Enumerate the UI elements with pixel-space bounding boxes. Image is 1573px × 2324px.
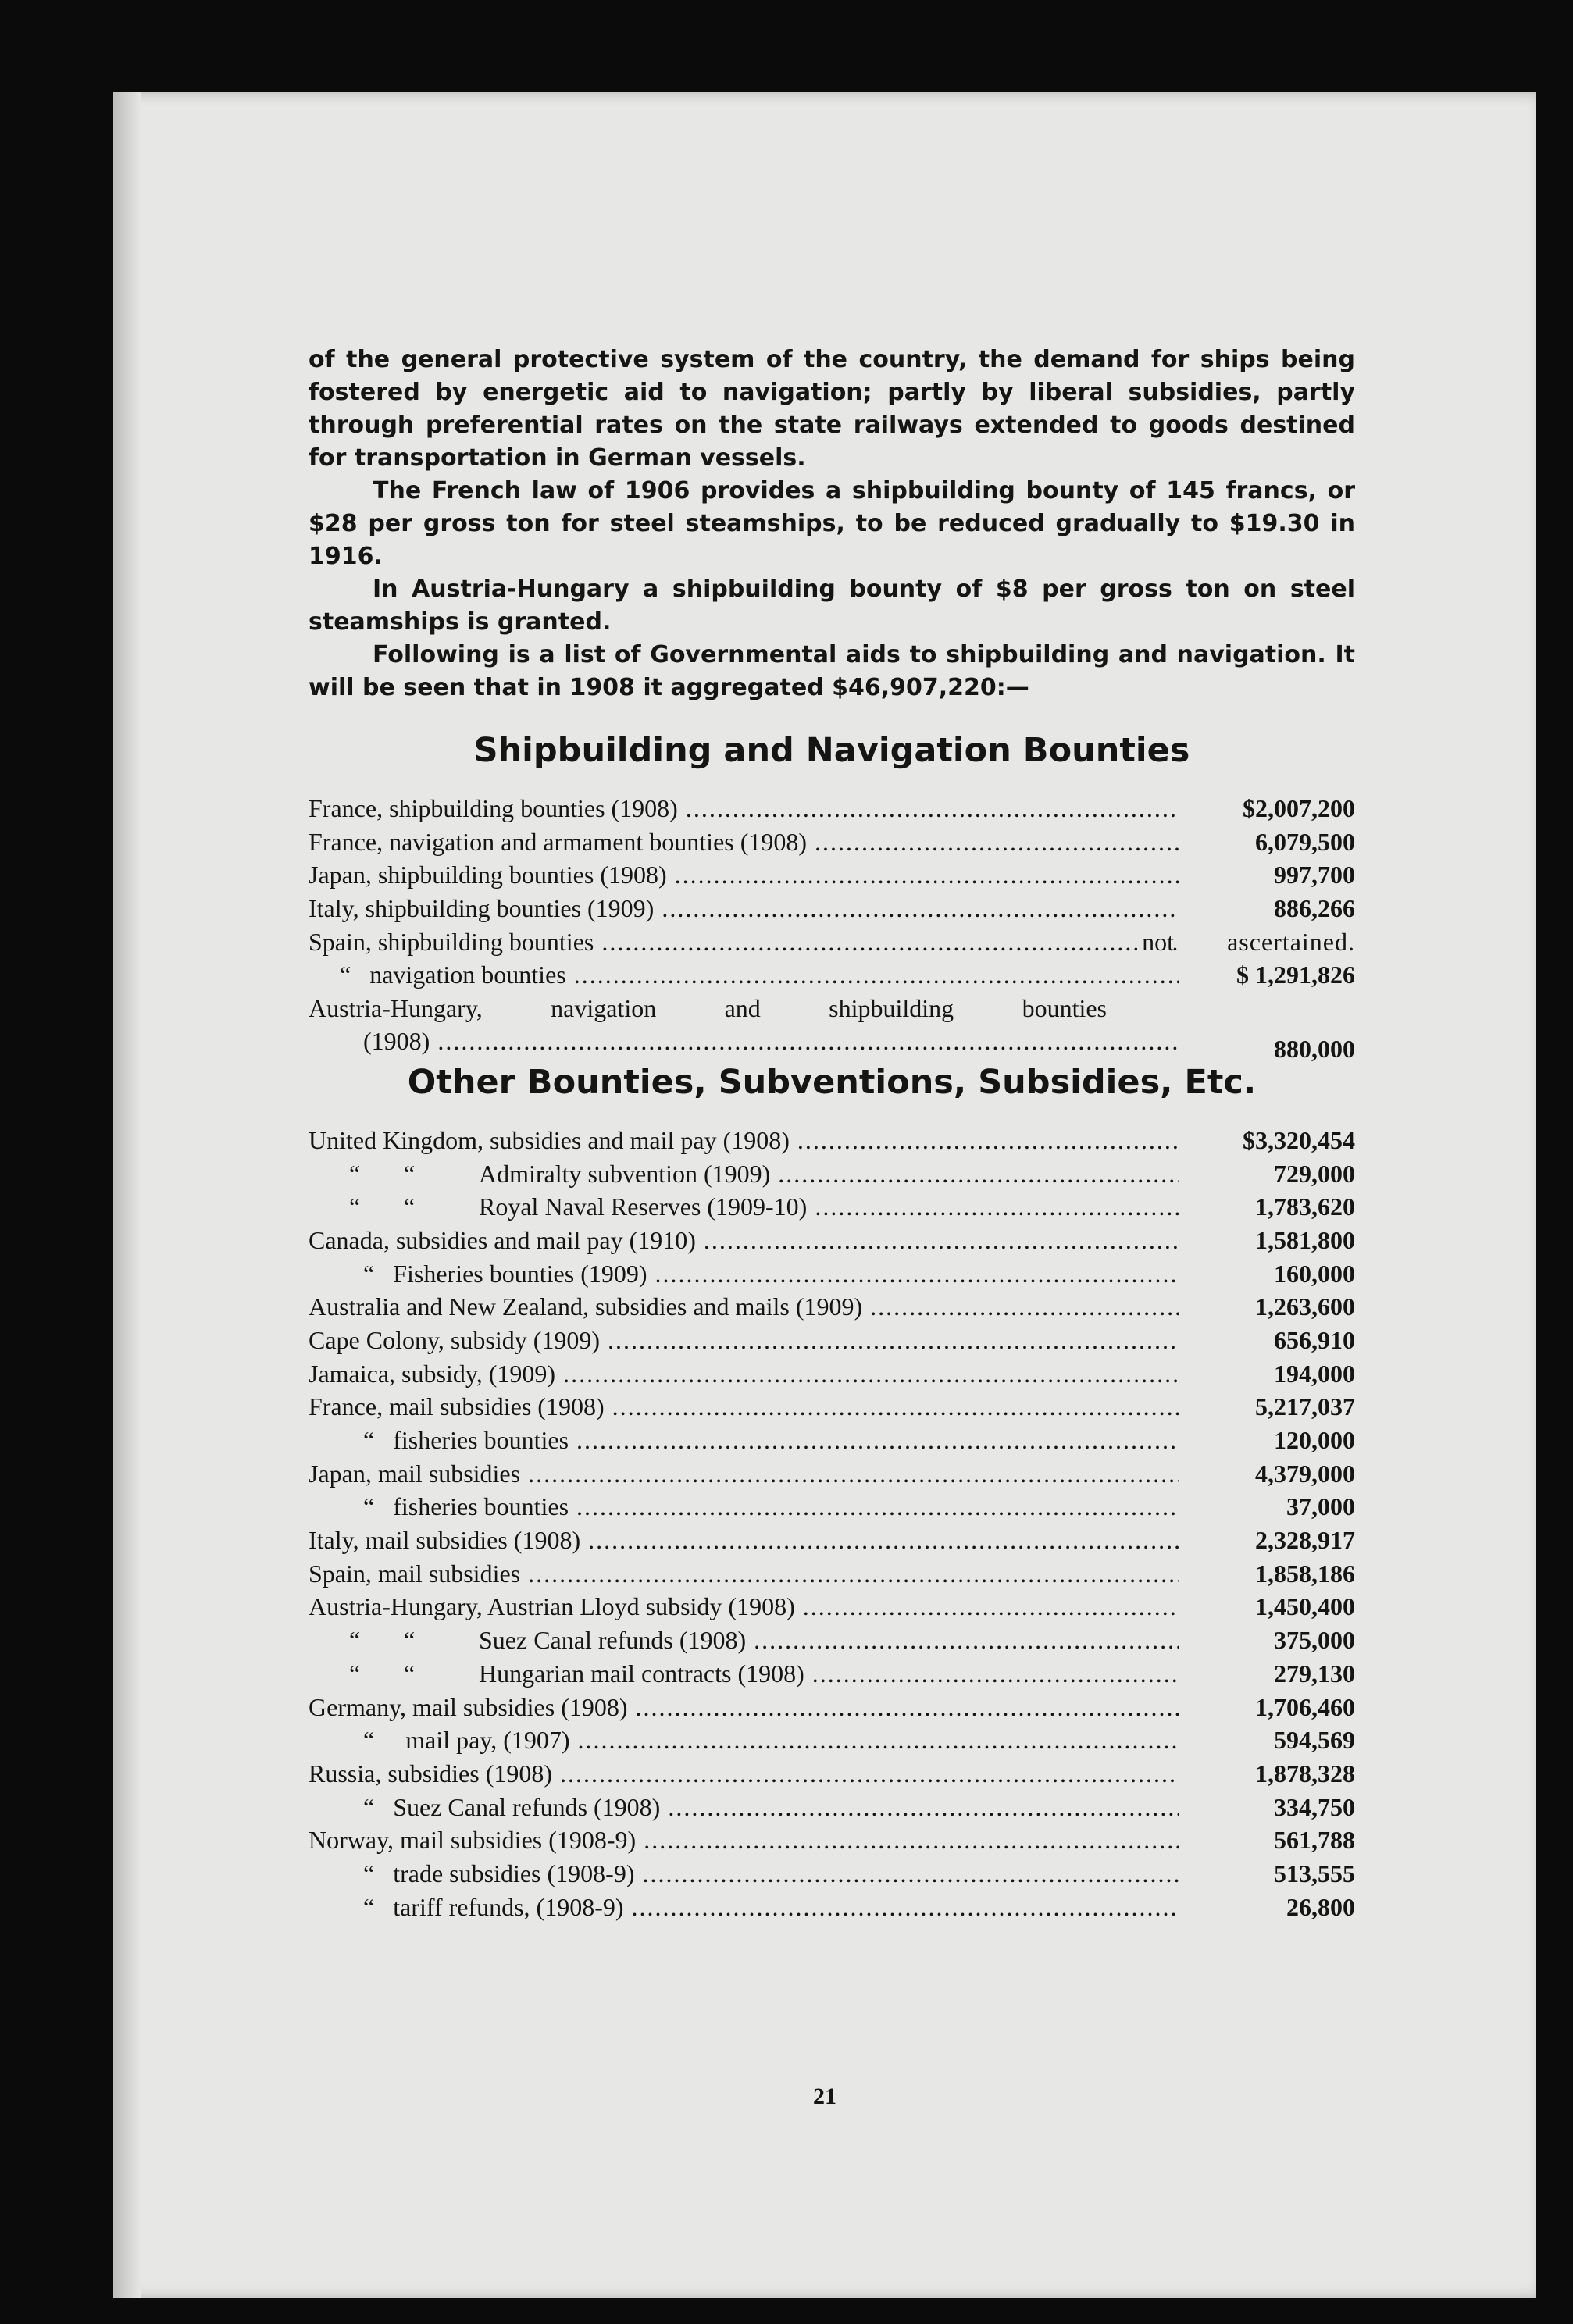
ditto-mark: “ <box>349 1159 361 1188</box>
table-row <box>309 1490 1355 1524</box>
table-row <box>309 1891 1355 1924</box>
row-label <box>309 1857 1179 1891</box>
row-label: Italy, mail subsidies (1908) ..... <box>309 1524 1179 1557</box>
table-row <box>309 1257 1355 1291</box>
row-label <box>309 1791 1179 1824</box>
row-amount: 997,700 <box>1274 861 1355 889</box>
row-label: Germany, mail subsidies (1908) ..... <box>309 1691 1179 1724</box>
row-amount: 26,800 <box>1286 1892 1355 1921</box>
intro-paragraph-1: of the general protective system of the country, the demand for ships being fostered by energetic aid to navigation; partly by liberal subsidies, partly through preferential rates on the state railways extended to goods destined for transportation in German vessels. <box>309 346 1355 472</box>
row-label: Russia, subsidies (1908) ..... <box>309 1757 1179 1791</box>
shipbuilding-table <box>309 792 1355 1064</box>
row-label: Italy, shipbuilding bounties (1909) ..... <box>309 892 1179 925</box>
intro-paragraph-4: Following is a list of Governmental aids to shipbuilding and navigation. It will be seen that in 1908 it aggregated $46,907,220:— <box>309 641 1355 701</box>
row-amount: 120,000 <box>1274 1426 1355 1454</box>
table-row <box>309 1457 1355 1491</box>
row-amount: 4,379,000 <box>1255 1459 1355 1488</box>
row-label: Cape Colony, subsidy (1909) ..... <box>309 1324 1179 1357</box>
table-row <box>309 1025 1355 1064</box>
row-amount: 1,783,620 <box>1255 1192 1355 1221</box>
table-row <box>309 1357 1355 1391</box>
row-label: Norway, mail subsidies (1908-9) ..... <box>309 1823 1179 1857</box>
row-label: United Kingdom, subsidies and mail pay (1908) ..... <box>309 1124 1179 1157</box>
row-label-text: Spain, shipbuilding bounties <box>309 927 594 956</box>
ditto-mark: “ <box>349 1192 361 1221</box>
row-label-text: navigation bounties <box>369 961 566 989</box>
table-row <box>309 1624 1355 1657</box>
row-label-text: trade subsidies (1908-9) <box>393 1859 635 1887</box>
table-row <box>309 1124 1355 1157</box>
table-row <box>309 892 1355 925</box>
row-amount: 2,328,917 <box>1255 1526 1355 1555</box>
table-row <box>309 1823 1355 1857</box>
table-row <box>309 1791 1355 1824</box>
row-label-text: Suez Canal refunds (1908) <box>393 1792 661 1821</box>
page-number: 21 <box>813 2083 836 2109</box>
row-label <box>309 1657 1179 1691</box>
row-label <box>309 1490 1179 1524</box>
row-amount: $ 1,291,826 <box>1236 961 1355 989</box>
table-row <box>309 1657 1355 1691</box>
row-amount: $3,320,454 <box>1243 1125 1355 1154</box>
table-row <box>309 1757 1355 1791</box>
row-label: Spain, mail subsidies ..... <box>309 1557 1179 1591</box>
table-row <box>309 1157 1355 1191</box>
row-amount: 1,581,800 <box>1255 1225 1355 1254</box>
row-amount: 1,858,186 <box>1255 1559 1355 1588</box>
ditto-mark: “ <box>363 1859 375 1887</box>
ditto-mark: “ <box>363 1426 375 1454</box>
row-label-text: tariff refunds, (1908-9) <box>393 1892 624 1921</box>
ditto-mark: “ <box>404 1159 416 1188</box>
row-amount: $2,007,200 <box>1243 794 1355 822</box>
ditto-mark: “ <box>363 1492 375 1521</box>
other-bounties-table <box>309 1124 1355 1924</box>
book-page <box>113 92 1536 2298</box>
row-label <box>309 1190 1179 1224</box>
table-row <box>309 1723 1355 1757</box>
section-heading-shipbuilding: Shipbuilding and Navigation Bounties <box>473 731 1190 770</box>
row-label: (1908) ..... <box>309 1025 1179 1058</box>
ditto-mark: “ <box>349 1659 361 1688</box>
section-heading-other-bounties: Other Bounties, Subventions, Subsidies, Etc. <box>407 1062 1257 1102</box>
row-amount: 37,000 <box>1286 1492 1355 1521</box>
row-amount: 334,750 <box>1274 1792 1355 1821</box>
table-row <box>309 1190 1355 1224</box>
row-amount: 594,569 <box>1274 1726 1355 1755</box>
row-amount: 375,000 <box>1274 1626 1355 1655</box>
page-gutter <box>113 92 141 2298</box>
row-label <box>309 1891 1179 1924</box>
table-row <box>309 858 1355 892</box>
row-label-text: Royal Naval Reserves (1909-10) <box>479 1192 808 1221</box>
table-row <box>309 1524 1355 1557</box>
row-amount: ascertained. <box>1227 927 1355 956</box>
row-label <box>309 1157 1179 1191</box>
table-row <box>309 1424 1355 1457</box>
table-row <box>309 1590 1355 1624</box>
page-content <box>309 344 1355 1923</box>
table-row <box>309 792 1355 825</box>
table-row <box>309 1290 1355 1324</box>
row-label: France, mail subsidies (1908) ..... <box>309 1390 1179 1424</box>
ditto-mark: “ <box>363 1259 375 1288</box>
ditto-mark: “ <box>363 1892 375 1921</box>
row-note: not <box>1137 925 1174 959</box>
row-amount: 513,555 <box>1274 1859 1355 1887</box>
row-amount: 1,450,400 <box>1255 1592 1355 1621</box>
row-label-text: mail pay, (1907) <box>405 1726 570 1755</box>
ditto-mark: “ <box>404 1659 416 1688</box>
row-label: France, navigation and armament bounties (1908) ..... <box>309 825 1179 859</box>
ditto-mark: “ <box>349 1626 361 1655</box>
row-label: France, shipbuilding bounties (1908) ..... <box>309 792 1179 825</box>
row-amount: 886,266 <box>1274 894 1355 923</box>
ditto-mark: “ <box>340 961 351 989</box>
table-row <box>309 1857 1355 1891</box>
row-label-text: Hungarian mail contracts (1908) <box>479 1659 804 1688</box>
row-amount: 656,910 <box>1274 1325 1355 1354</box>
row-label <box>309 925 1179 959</box>
row-label: Japan, shipbuilding bounties (1908) ..... <box>309 858 1179 892</box>
table-row <box>309 1557 1355 1591</box>
row-label <box>309 1424 1179 1457</box>
row-label: Austria-Hungary, Austrian Lloyd subsidy (1908) ..... <box>309 1590 1179 1624</box>
row-amount: 279,130 <box>1274 1659 1355 1688</box>
row-label-text: Suez Canal refunds (1908) <box>479 1626 747 1655</box>
row-label: Canada, subsidies and mail pay (1910) ..... <box>309 1224 1179 1257</box>
table-row <box>309 825 1355 859</box>
row-label-text: fisheries bounties <box>393 1426 569 1454</box>
table-row <box>309 1390 1355 1424</box>
row-amount: 1,706,460 <box>1255 1692 1355 1721</box>
row-amount: 5,217,037 <box>1255 1392 1355 1421</box>
row-label-text: Admiralty subvention (1909) <box>479 1159 771 1188</box>
row-amount: 160,000 <box>1274 1259 1355 1288</box>
ditto-mark: “ <box>363 1792 375 1821</box>
row-amount: 1,263,600 <box>1255 1292 1355 1321</box>
intro-paragraph-3: In Austria-Hungary a shipbuilding bounty of $8 per gross ton on steel steamships is granted. <box>309 576 1355 636</box>
row-label-text: fisheries bounties <box>393 1492 569 1521</box>
table-row <box>309 1691 1355 1724</box>
table-row <box>309 1324 1355 1357</box>
row-label: Jamaica, subsidy, (1909) ..... <box>309 1357 1179 1391</box>
table-row <box>309 958 1355 992</box>
row-amount: 1,878,328 <box>1255 1759 1355 1788</box>
row-label <box>309 1723 1179 1757</box>
table-row <box>309 925 1355 959</box>
table-row <box>309 1224 1355 1257</box>
row-label-wrapped-line: Austria-Hungary, navigation and shipbuilding bounties <box>309 994 1107 1023</box>
row-label <box>309 1624 1179 1657</box>
row-amount: 6,079,500 <box>1255 827 1355 856</box>
row-label <box>309 958 1179 992</box>
row-label-text: Fisheries bounties (1909) <box>393 1259 647 1288</box>
row-amount: 194,000 <box>1274 1359 1355 1388</box>
row-label: Japan, mail subsidies ..... <box>309 1457 1179 1491</box>
row-amount: 880,000 <box>1274 1035 1355 1064</box>
row-amount: 561,788 <box>1274 1826 1355 1855</box>
row-amount: 729,000 <box>1274 1159 1355 1188</box>
ditto-mark: “ <box>363 1726 375 1755</box>
intro-paragraph-2: The French law of 1906 provides a shipbuilding bounty of 145 francs, or $28 per gross ton for steel steamships, to be reduced gradually to $19.30 in 1916. <box>309 477 1355 570</box>
row-label <box>309 1257 1179 1291</box>
row-label: Australia and New Zealand, subsidies and mails (1909) ..... <box>309 1290 1179 1324</box>
ditto-mark: “ <box>404 1192 416 1221</box>
ditto-mark: “ <box>404 1626 416 1655</box>
